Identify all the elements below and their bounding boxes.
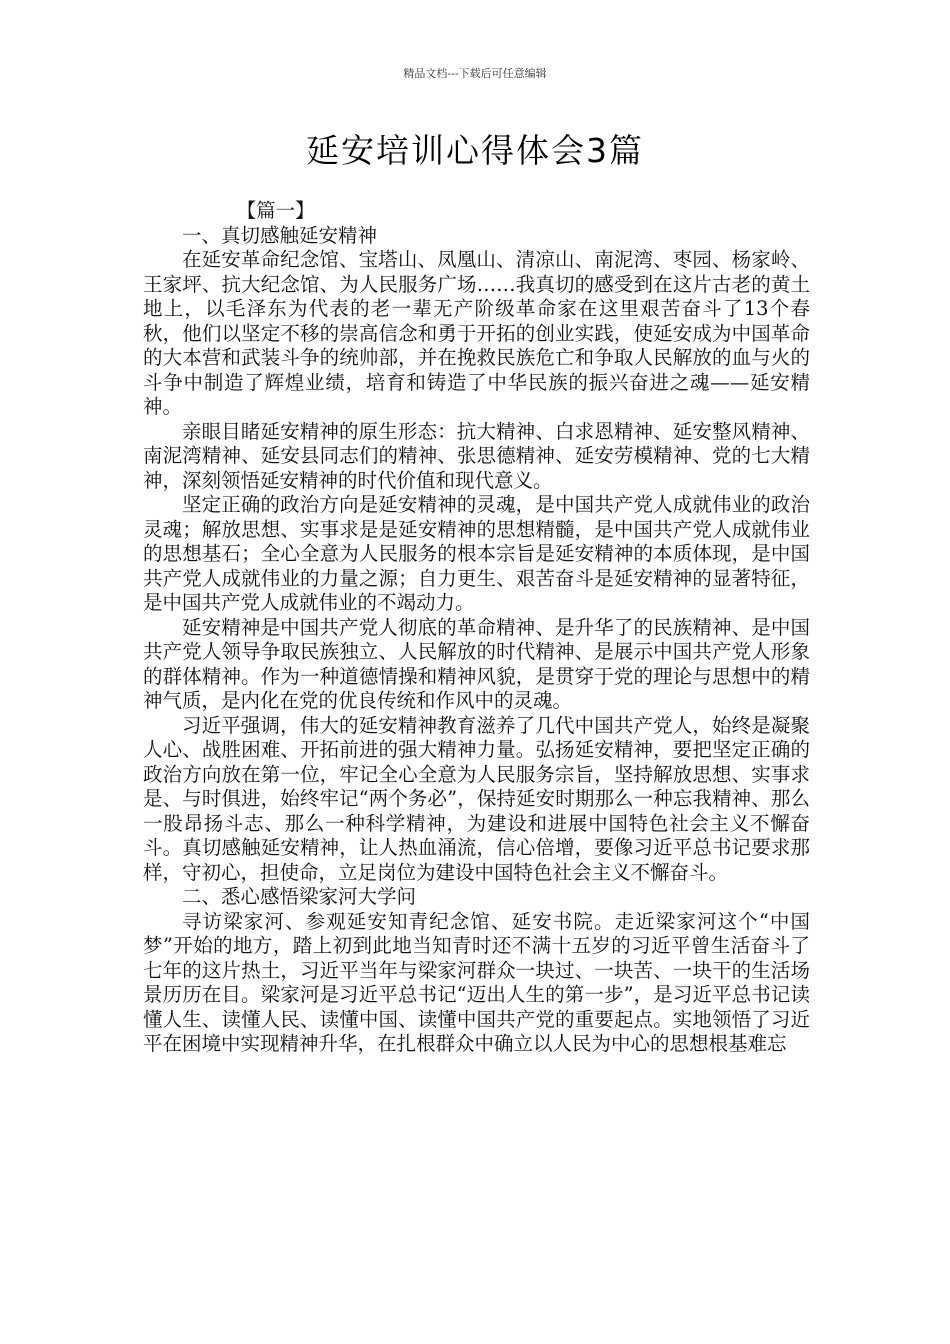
paragraph: 亲眼目睹延安精神的原生形态：抗大精神、白求恩精神、延安整风精神、南泥湾精神、延安县同志们的精神、张思德精神、延安劳模精神、党的七大精神，深刻领悟延安精神的时代价值和现代意义。 xyxy=(143,419,810,492)
part-label: 【篇一】 xyxy=(236,199,315,222)
document-body xyxy=(143,199,810,1057)
document-title: 延安培训心得体会3篇 xyxy=(306,131,644,170)
section-heading-1: 一、真切感触延安精神 xyxy=(182,223,378,247)
paragraph: 延安精神是中国共产党人彻底的革命精神、是升华了的民族精神、是中国共产党人领导争取民族独立、人民解放的时代精神、是展示中国共产党人形象的群体精神。作为一种道德情操和精神风貌，是贯穿于党的理论与思想中的精神气质，是内化在党的优良传统和作风中的灵魂。 xyxy=(143,615,810,712)
paragraph: 在延安革命纪念馆、宝塔山、凤凰山、清凉山、南泥湾、枣园、杨家岭、王家坪、抗大纪念馆、为人民服务广场……我真切的感受到在这片古老的黄土地上，以毛泽东为代表的老一辈无产阶级革命家在这里艰苦奋斗了13个春秋，他们以坚定不移的崇高信念和勇于开拓的创业实践，使延安成为中国革命的大本营和武装斗争的统帅部，并在挽救民族危亡和争取人民解放的血与火的斗争中制造了辉煌业绩，培育和铸造了中华民族的振兴奋进之魂——延安精神。 xyxy=(143,248,810,418)
paragraph: 习近平强调，伟大的延安精神教育滋养了几代中国共产党人，始终是凝聚人心、战胜困难、开拓前进的强大精神力量。弘扬延安精神，要把坚定正确的政治方向放在第一位，牢记全心全意为人民服务宗旨，坚持解放思想、实事求是、与时俱进，始终牢记“两个务必”，保持延安时期那么一种忘我精神、那么一股昂扬斗志、那么一种科学精神，为建设和进展中国特色社会主义不懈奋斗。真切感触延安精神，让人热血涌流，信心倍增，要像习近平总书记要求那样，守初心，担使命，立足岗位为建设中国特色社会主义不懈奋斗。 xyxy=(143,713,810,884)
header-note: 精品文档---下载后可任意编辑 xyxy=(403,67,547,80)
paragraph: 坚定正确的政治方向是延安精神的灵魂，是中国共产党人成就伟业的政治灵魂；解放思想、实事求是是延安精神的思想精髓，是中国共产党人成就伟业的思想基石；全心全意为人民服务的根本宗旨是延安精神的本质体现，是中国共产党人成就伟业的力量之源；自力更生、艰苦奋斗是延安精神的显著特征，是中国共产党人成就伟业的不竭动力。 xyxy=(143,493,810,614)
section-heading-2: 二、悉心感悟梁家河大学问 xyxy=(182,885,417,908)
paragraph: 寻访梁家河、参观延安知青纪念馆、延安书院。走近梁家河这个“中国梦”开始的地方，踏上初到此地当知青时还不满十五岁的习近平曾生活奋斗了七年的这片热土，习近平当年与梁家河群众一块过、一块苦、一块干的生活场景历历在目。梁家河是习近平总书记“迈出人生的第一步”，是习近平总书记读懂人生、读懂人民、读懂中国、读懂中国共产党的重要起点。实地领悟了习近平在困境中实现精神升华，在扎根群众中确立以人民为中心的思想根基难忘 xyxy=(143,909,810,1055)
